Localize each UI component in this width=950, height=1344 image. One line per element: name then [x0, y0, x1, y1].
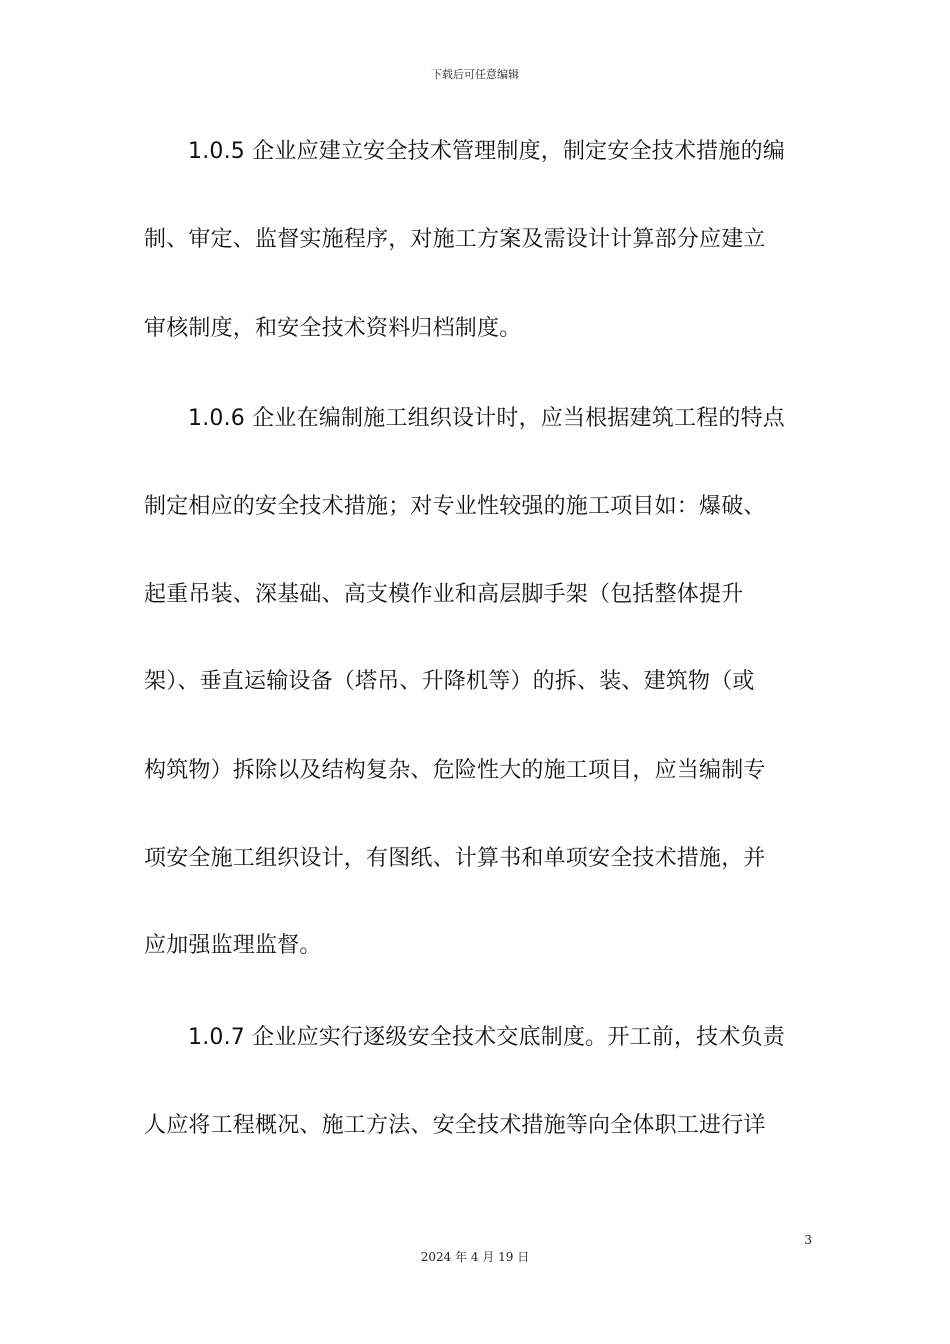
paragraph-2-line-2: 制定相应的安全技术措施；对专业性较强的施工项目如：爆破、: [144, 494, 766, 519]
paragraph-2-line-7: 应加强监理监督。: [144, 933, 322, 958]
footer-date: 2024 年 4 月 19 日: [420, 1250, 530, 1264]
paragraph-2-line-3: 起重吊装、深基础、高支模作业和高层脚手架（包括整体提升: [144, 582, 744, 607]
paragraph-1-line-3: 审核制度，和安全技术资料归档制度。: [144, 316, 522, 341]
paragraph-2-line-6: 项安全施工组织设计，有图纸、计算书和单项安全技术措施，并: [144, 846, 766, 871]
paragraph-3-line-2: 人应将工程概况、施工方法、安全技术措施等向全体职工进行详: [144, 1113, 766, 1138]
paragraph-3-line-1: 1.0.7 企业应实行逐级安全技术交底制度。开工前，技术负责: [188, 1025, 785, 1050]
paragraph-2-line-5: 构筑物）拆除以及结构复杂、危险性大的施工项目，应当编制专: [144, 758, 766, 783]
paragraph-1-line-2: 制、审定、监督实施程序，对施工方案及需设计计算部分应建立: [144, 227, 766, 252]
header-note: 下载后可任意编辑: [431, 68, 519, 81]
page-number: 3: [804, 1233, 812, 1247]
paragraph-1-line-1: 1.0.5 企业应建立安全技术管理制度，制定安全技术措施的编: [188, 139, 785, 164]
paragraph-2-line-1: 1.0.6 企业在编制施工组织设计时，应当根据建筑工程的特点: [188, 406, 785, 431]
paragraph-2-line-4: 架）、垂直运输设备（塔吊、升降机等）的拆、装、建筑物（或: [144, 669, 755, 694]
